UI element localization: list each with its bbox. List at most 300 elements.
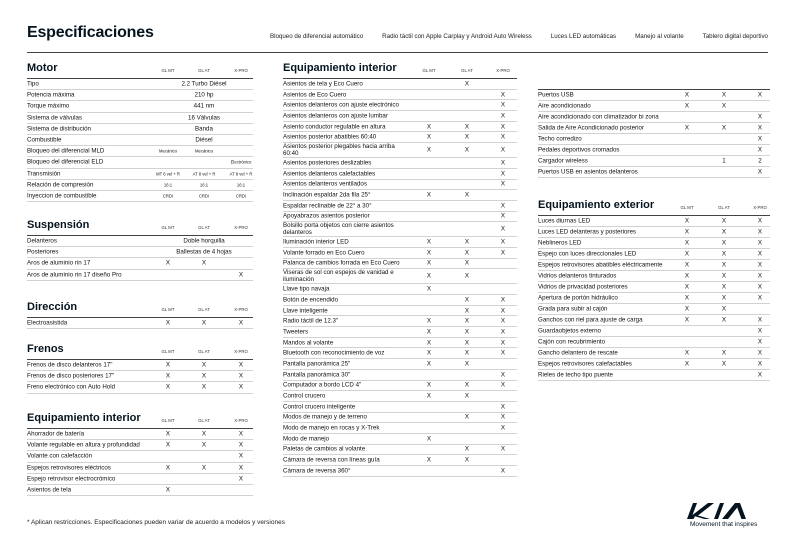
row-value: X (426, 349, 432, 357)
row-label: Llave inteligente (283, 306, 328, 314)
top-feature: Luces LED automáticas (550, 33, 617, 40)
row-value: Mecánico (159, 148, 177, 154)
table-row (538, 260, 770, 271)
table-row (27, 463, 253, 474)
row-value: X (464, 360, 470, 368)
row-label: Asientos de tela (27, 486, 72, 494)
row-label: Sistema de válvulas (27, 114, 83, 122)
table-row (283, 284, 517, 295)
row-label: Apertura de portón hidráulico (538, 294, 618, 302)
table-row (283, 445, 517, 456)
table-row (283, 348, 517, 359)
row-value: X (500, 424, 506, 432)
table-row (538, 101, 770, 112)
row-label: Asientos delanteros con ajuste lumbar (283, 112, 388, 120)
section-header (27, 345, 253, 360)
table-row (538, 227, 770, 238)
row-label: Espejo con luces direccionales LED (538, 250, 637, 258)
row-label: Modos de manejo y de terreno (283, 413, 367, 421)
row-value: X (684, 349, 690, 357)
row-label: Espejo retrovisor electrocrómico (27, 475, 116, 483)
table-row (27, 247, 253, 258)
table-row (27, 382, 253, 393)
column-header: X-PRO (234, 307, 248, 312)
row-value: X (464, 146, 470, 154)
table-row (27, 236, 253, 247)
table-row (538, 167, 770, 178)
row-value: X (757, 113, 763, 121)
row-value: X (757, 91, 763, 99)
row-value: X (165, 361, 171, 369)
table-row (283, 201, 517, 212)
section-suspension (27, 221, 253, 281)
row-value: X (464, 123, 470, 131)
row-value: X (757, 360, 763, 368)
section-header (27, 221, 253, 236)
row-value: X (426, 133, 432, 141)
section-frenos (27, 345, 253, 394)
row-value: X (201, 464, 207, 472)
table-row (538, 293, 770, 304)
row-label: Tipo (27, 80, 39, 88)
row-label: Pantalla panorámica 30" (283, 371, 351, 379)
table-row (27, 318, 253, 329)
row-value: 210 hp (194, 91, 214, 99)
row-value: X (757, 283, 763, 291)
row-value: X (500, 112, 506, 120)
row-label: Bloqueo del diferencial ELD (27, 158, 104, 166)
row-value: X (238, 361, 244, 369)
row-value: X (757, 250, 763, 258)
table-row (538, 282, 770, 293)
row-value: X (684, 272, 690, 280)
table-row (27, 429, 253, 440)
row-value: X (426, 191, 432, 199)
kia-logo-icon (684, 500, 764, 522)
row-value: CRDI (162, 193, 174, 199)
row-value: X (238, 372, 244, 380)
table-row (283, 327, 517, 338)
table-row (283, 79, 517, 90)
row-label: Grada para subir al cajón (538, 305, 608, 313)
table-row (283, 90, 517, 101)
row-label: Vidrios de privacidad posteriores (538, 283, 628, 291)
table-row (538, 359, 770, 370)
row-label: Asientos de tela y Eco Cuero (283, 80, 363, 88)
row-value: X (426, 328, 432, 336)
table-row (283, 306, 517, 317)
row-value: X (500, 467, 506, 475)
row-value: Mecánico (195, 148, 213, 154)
row-value: X (464, 339, 470, 347)
table-row (283, 259, 517, 270)
row-value: X (500, 349, 506, 357)
row-value: X (500, 328, 506, 336)
section-header (538, 201, 770, 216)
row-value: Banda (195, 125, 213, 133)
section-title: Suspensión (27, 219, 90, 231)
table-row (283, 100, 517, 111)
row-value: X (721, 217, 727, 225)
row-value: X (500, 371, 506, 379)
row-value: X (757, 124, 763, 132)
row-value: X (165, 383, 171, 391)
row-label: Asiento conductor regulable en altura (283, 123, 386, 131)
row-label: Neblineros LED (538, 239, 582, 247)
row-value: X (721, 294, 727, 302)
row-value: X (201, 372, 207, 380)
row-value: X (721, 283, 727, 291)
row-label: Vidrios delanteros tinturados (538, 272, 617, 280)
row-value: X (757, 217, 763, 225)
row-value: X (500, 101, 506, 109)
row-value: X (500, 133, 506, 141)
column-header: GL MT (161, 418, 175, 423)
column-header: GL MT (422, 68, 436, 73)
row-value: X (464, 272, 470, 280)
row-value: X (684, 316, 690, 324)
row-value: X (464, 249, 470, 257)
table-row (27, 440, 253, 451)
row-value: X (201, 441, 207, 449)
row-label: Cajón con recubrimiento (538, 338, 606, 346)
row-label: Aire acondicionado con climatizador bi zona (538, 113, 659, 121)
row-value: CRDI (235, 193, 247, 199)
row-value: 1 (722, 157, 726, 165)
footnote: * Aplican restricciones. Especificaciones pueden variar de acuerdo a modelos y versiones (27, 519, 285, 526)
row-value: X (201, 383, 207, 391)
row-value: X (201, 259, 207, 267)
row-label: Potencia máxima (27, 91, 75, 99)
row-value: X (426, 317, 432, 325)
row-value: X (426, 339, 432, 347)
row-value: CRDI (198, 193, 210, 199)
table-row (283, 466, 517, 477)
row-value: X (721, 349, 727, 357)
table-row (27, 101, 253, 112)
row-value: X (757, 135, 763, 143)
table-row (27, 169, 253, 180)
row-label: Modo de manejo en rocas y X-Trek (283, 424, 380, 432)
row-value: X (464, 317, 470, 325)
column-header: GL MT (680, 205, 694, 210)
row-label: Pantalla panorámica 25" (283, 360, 351, 368)
table-row (27, 191, 253, 202)
row-value: X (684, 124, 690, 132)
column-header: X-PRO (234, 418, 248, 423)
row-value: X (757, 228, 763, 236)
section-equipamiento-interior-left (27, 414, 253, 496)
table-row (283, 190, 517, 201)
table-row (27, 146, 253, 157)
row-value: 16 Válvulas (188, 114, 220, 122)
section-title: Equipamiento interior (283, 62, 397, 74)
row-value: X (757, 338, 763, 346)
row-value: X (426, 285, 432, 293)
row-value: X (500, 180, 506, 188)
row-value: X (500, 212, 506, 220)
row-value: X (464, 238, 470, 246)
row-label: Asientos de Eco Cuero (283, 90, 347, 98)
row-value: X (165, 319, 171, 327)
row-value: X (464, 191, 470, 199)
row-value: X (757, 272, 763, 280)
row-label: Aros de aluminio rin 17 (27, 259, 91, 267)
section-equipamiento-exterior (538, 201, 770, 381)
row-label: Control crucero inteligente (283, 403, 356, 411)
row-label: Volante regulable en altura y profundidad (27, 441, 140, 449)
section-header (27, 414, 253, 429)
section-direccion (27, 303, 253, 329)
column-header: X-PRO (234, 68, 248, 73)
row-value: X (464, 381, 470, 389)
row-value: X (201, 319, 207, 327)
row-label: Combustible (27, 136, 62, 144)
row-label: Computador a bordo LCD 4" (283, 381, 362, 389)
row-value: X (684, 294, 690, 302)
table-row (538, 216, 770, 227)
row-value: X (500, 202, 506, 210)
table-row (27, 270, 253, 281)
row-value: X (238, 430, 244, 438)
row-label: Apoyabrazos asientos posterior (283, 212, 370, 220)
row-value: X (500, 307, 506, 315)
row-value: X (464, 456, 470, 464)
table-row (283, 158, 517, 169)
row-label: Rieles de techo tipo puente (538, 371, 613, 379)
row-label: Transmisión (27, 170, 61, 178)
row-label: Bolsillo porta objetos con cierre asientos delanteros (283, 222, 394, 237)
row-value: X (721, 272, 727, 280)
column-header: GL AT (461, 68, 473, 73)
table-row (283, 455, 517, 466)
row-label: Relación de compresión (27, 181, 94, 189)
row-label: Espejos retrovisores abatibles eléctricamente (538, 261, 663, 269)
column-header: GL AT (198, 418, 210, 423)
row-value: X (721, 124, 727, 132)
row-value: X (426, 238, 432, 246)
section-equipamiento-interior-continued (538, 89, 770, 178)
row-value: X (238, 441, 244, 449)
table-row (27, 485, 253, 496)
row-label: Posteriores (27, 248, 59, 256)
row-value: X (165, 441, 171, 449)
table-row (538, 238, 770, 249)
table-row (283, 222, 517, 237)
row-label: Guardaobjetos externo (538, 327, 601, 335)
row-value: X (500, 170, 506, 178)
row-value: X (464, 413, 470, 421)
row-value: X (684, 228, 690, 236)
table-row (283, 381, 517, 392)
row-label: Delanteros (27, 237, 57, 245)
row-value: X (426, 146, 432, 154)
row-label: Palanca de cambios forrada en Eco Cuero (283, 259, 400, 267)
column-header: X-PRO (496, 68, 510, 73)
row-value: AT 8 vel + R (192, 171, 216, 177)
row-value: X (684, 283, 690, 291)
table-row (538, 249, 770, 260)
table-row (538, 271, 770, 282)
table-row (538, 326, 770, 337)
row-value: X (426, 272, 432, 280)
row-value: 16:1 (163, 182, 173, 188)
table-row (27, 113, 253, 124)
table-row (27, 474, 253, 485)
table-row (27, 371, 253, 382)
row-value: X (757, 316, 763, 324)
row-value: X (165, 259, 171, 267)
row-label: Salida de Aire Acondicionado posterior (538, 124, 644, 132)
column-header: GL AT (198, 349, 210, 354)
column-header: GL AT (198, 225, 210, 230)
row-value: X (464, 392, 470, 400)
row-value: X (500, 445, 506, 453)
table-row (538, 337, 770, 348)
table-row (283, 132, 517, 143)
row-label: Iluminación interior LED (283, 238, 349, 246)
row-value: X (464, 133, 470, 141)
row-label: Inyeccion de combustible (27, 192, 97, 200)
row-value: X (201, 361, 207, 369)
row-value: Ballestas de 4 hojas (176, 248, 232, 256)
table-row (27, 360, 253, 371)
column-header: GL MT (161, 349, 175, 354)
row-value: X (165, 464, 171, 472)
row-label: Mandos al volante (283, 339, 334, 347)
row-label: Radio táctil de 12.3" (283, 317, 339, 325)
row-label: Aros de aluminio rin 17 diseño Pro (27, 271, 122, 279)
row-label: Inclinación espaldar 2da fila 25° (283, 191, 371, 199)
table-row (283, 391, 517, 402)
column-header: GL MT (161, 225, 175, 230)
row-value: X (500, 238, 506, 246)
row-value: X (684, 305, 690, 313)
row-value: X (757, 294, 763, 302)
row-value: X (757, 239, 763, 247)
row-value: X (238, 383, 244, 391)
row-label: Luces diurnas LED (538, 217, 591, 225)
column-header: GL MT (161, 68, 175, 73)
row-value: Electrónico (230, 159, 252, 165)
row-value: X (721, 360, 727, 368)
row-value: X (238, 319, 244, 327)
row-label: Espejos retrovisores calefactables (538, 360, 632, 368)
row-value: X (426, 123, 432, 131)
row-value: X (500, 225, 506, 233)
row-label: Botón de encendido (283, 296, 339, 304)
table-row (283, 122, 517, 133)
row-value: X (757, 371, 763, 379)
row-value: X (426, 456, 432, 464)
table-row (538, 156, 770, 167)
row-label: Paletas de cambios al volante (283, 445, 366, 453)
table-row (538, 112, 770, 123)
row-value: MT 6 vel + R (156, 171, 180, 177)
section-title: Motor (27, 62, 58, 74)
section-title: Equipamiento exterior (538, 199, 655, 211)
row-label: Freno electrónico con Auto Hold (27, 383, 116, 391)
section-header (283, 64, 517, 79)
row-value: X (721, 228, 727, 236)
column-header: X-PRO (753, 205, 767, 210)
row-value: X (500, 159, 506, 167)
row-value: X (201, 430, 207, 438)
row-label: Techo corredizo (538, 135, 582, 143)
row-label: Bloqueo del diferencial MLD (27, 147, 105, 155)
table-row (27, 451, 253, 462)
top-feature: Tablero digital deportivo (702, 33, 768, 40)
row-value: X (500, 296, 506, 304)
row-value: X (426, 381, 432, 389)
table-row (27, 157, 253, 168)
row-value: X (684, 261, 690, 269)
column-header: GL AT (198, 68, 210, 73)
top-feature: Bloqueo de diferencial automático (269, 33, 364, 40)
row-label: Asientos delanteros con ajuste electrónico (283, 101, 399, 109)
row-value: X (464, 80, 470, 88)
row-value: X (464, 296, 470, 304)
title-divider (27, 52, 768, 53)
row-value: X (238, 271, 244, 279)
section-header (27, 303, 253, 318)
table-row (283, 413, 517, 424)
row-value: X (721, 305, 727, 313)
row-label: Viseras de sol con espejos de vanidad e iluminación (283, 269, 394, 284)
table-row (283, 237, 517, 248)
row-value: X (500, 403, 506, 411)
table-row (538, 145, 770, 156)
brand-slogan: Movement that inspires (690, 521, 758, 528)
row-label: Bluetooth con reconocimiento de voz (283, 349, 385, 357)
section-motor (27, 64, 253, 202)
table-row (538, 134, 770, 145)
row-label: Asientos posteriores deslizables (283, 159, 372, 167)
table-row (538, 90, 770, 101)
row-label: Gancho delantero de rescate (538, 349, 618, 357)
column-header: GL AT (718, 205, 730, 210)
row-label: Tweeters (283, 328, 309, 336)
row-label: Cargador wireless (538, 157, 588, 165)
table-row (283, 338, 517, 349)
row-value: X (757, 146, 763, 154)
row-value: X (238, 475, 244, 483)
row-value: X (464, 307, 470, 315)
row-label: Cámara de reversa 360° (283, 467, 351, 475)
row-value: X (500, 249, 506, 257)
column-header: X-PRO (234, 349, 248, 354)
row-value: X (238, 452, 244, 460)
top-feature: Manejo al volante (635, 33, 684, 40)
row-label: Control crucero (283, 392, 326, 400)
row-value: X (500, 413, 506, 421)
table-row (283, 269, 517, 284)
table-row (27, 90, 253, 101)
row-value: X (684, 217, 690, 225)
section-equipamiento-interior (283, 64, 517, 477)
row-value: X (684, 91, 690, 99)
row-value: 2 (758, 157, 762, 165)
row-value: X (426, 392, 432, 400)
table-row (283, 423, 517, 434)
row-value: X (721, 261, 727, 269)
table-row (283, 143, 517, 158)
row-value: X (500, 381, 506, 389)
row-label: Ganchos con riel para ajuste de carga (538, 316, 643, 324)
row-label: Torque máximo (27, 102, 70, 110)
row-value: X (464, 349, 470, 357)
table-row (283, 111, 517, 122)
